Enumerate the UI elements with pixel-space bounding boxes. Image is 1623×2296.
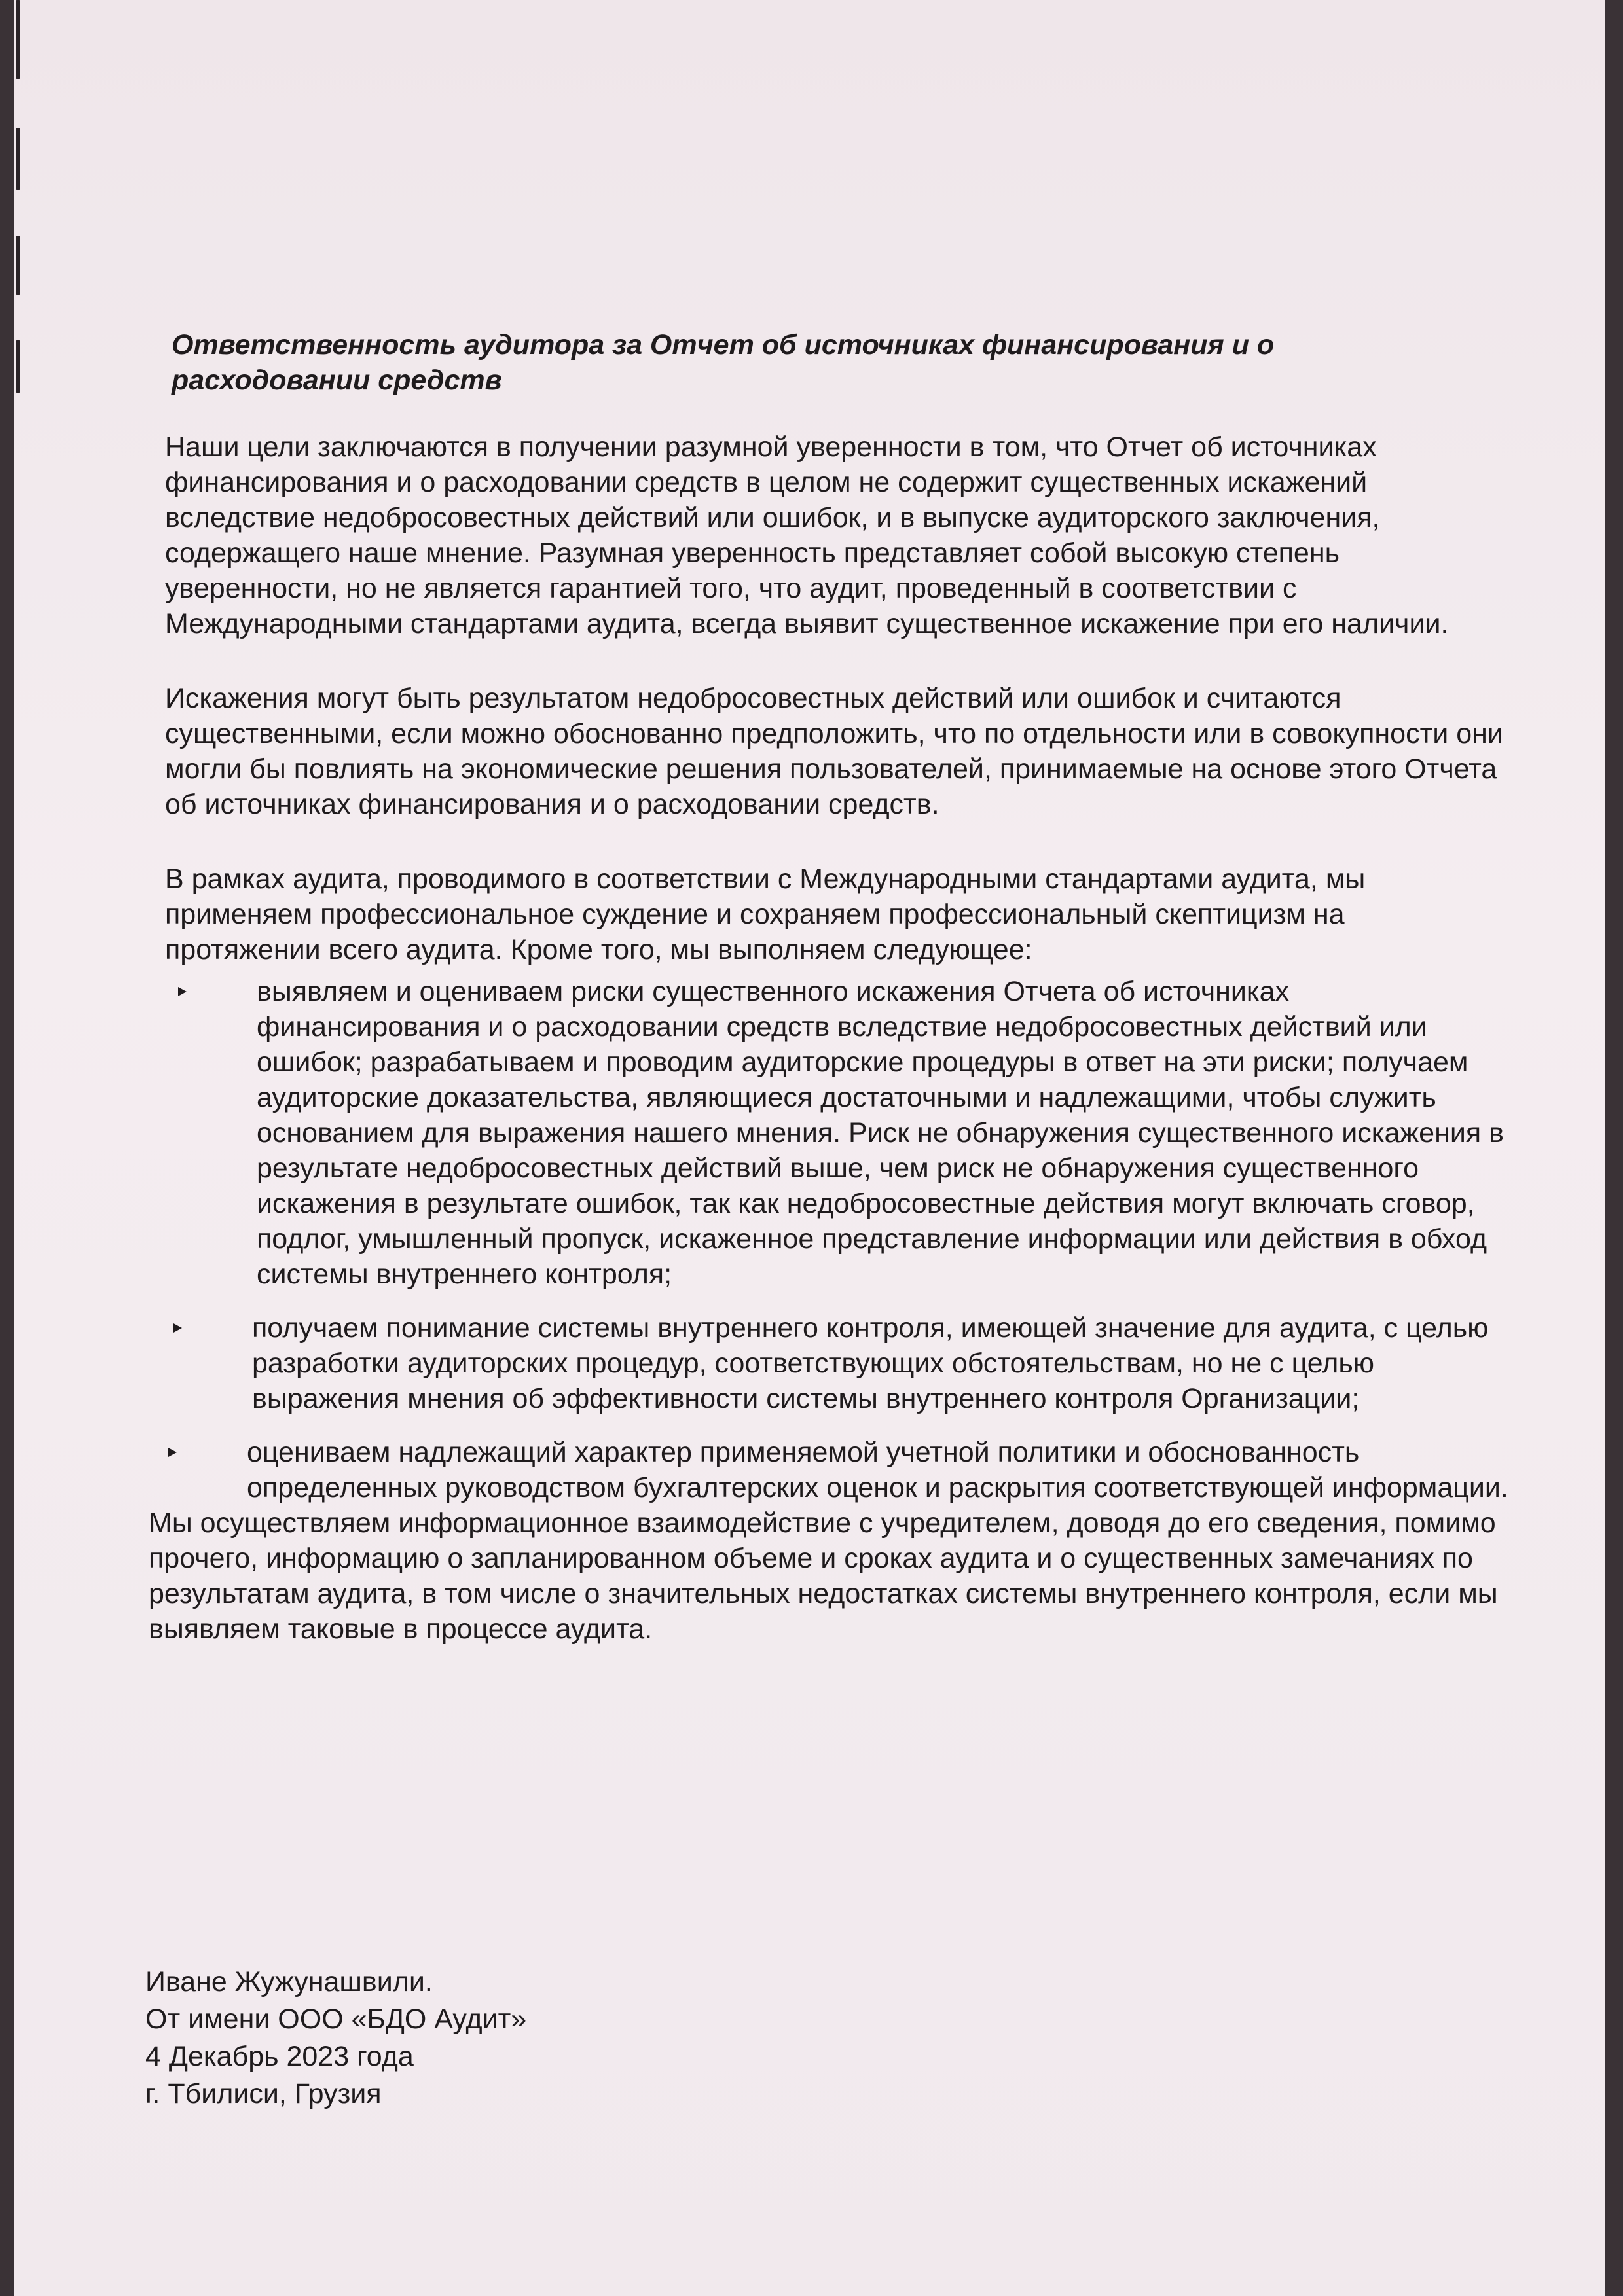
paragraph-misstatements: Искажения могут быть результатом недобросовестных действий или ошибок и считаются существенными, если можно обоснованно предположить, что по отдельности или в совокупности они могли бы повлиять на экономические решения пользователей, принимаемые на основе этого Отчета об источниках финансирования и о расходовании средств. (165, 683, 1503, 820)
signatory-firm: От имени ООО «БДО Аудит» (145, 2003, 527, 2035)
signature-date: 4 Декабрь 2023 года (145, 2041, 414, 2072)
report-body (149, 327, 1510, 1647)
list-item-text: выявляем и оцениваем риски существенного искажения Отчета об источниках финансирования и о расходовании средств вследствие недобросовестных действий или ошибок; разрабатываем и проводим аудиторские процедуры в ответ на эти риски; получаем аудиторские доказательства, являющиеся достаточными и надлежащими, чтобы служить основанием для выражения нашего мнения. Риск не обнаружения существенного искажения в результате недобросовестных действий выше, чем риск не обнаружения существенного искажения в результате ошибок, так как недобросовестные действия могут включать сговор, подлог, умышленный пропуск, искаженное представление информации или действия в обход системы внутреннего контроля; (257, 976, 1504, 1290)
procedures-list (149, 974, 1510, 1505)
paragraph-audit-scope: В рамках аудита, проводимого в соответствии с Международными стандартами аудита, мы применяем профессиональное суждение и сохраняем профессиональный скептицизм на протяжении всего аудита. Кроме того, мы выполняем следующее: (165, 863, 1366, 965)
list-item (160, 1310, 1510, 1416)
signatory-name: Иване Жужунашвили. (145, 1966, 433, 1998)
list-item (165, 974, 1510, 1292)
paragraph-objectives: Наши цели заключаются в получении разумной уверенности в том, что Отчет об источниках финансирования и о расходовании средств в целом не содержит существенных искажений вследствие недобросовестных действий или ошибок, и в выпуске аудиторского заключения, содержащего наше мнение. Разумная уверенность представляет собой высокую степень уверенности, но не является гарантией того, что аудит, проведенный в соответствии с Международными стандартами аудита, всегда выявит существенное искажение при его наличии. (165, 431, 1449, 639)
triangle-bullet-icon (168, 1448, 177, 1457)
signature-location: г. Тбилиси, Грузия (145, 2078, 382, 2109)
triangle-bullet-icon (178, 987, 187, 996)
paragraph-communication: Мы осуществляем информационное взаимодействие с учредителем, доводя до его сведения, помимо прочего, информацию о запланированном объеме и сроках аудита и о существенных замечаниях по результатам аудита, в том числе о значительных недостатках системы внутреннего контроля, если мы выявляем таковые в процессе аудита. (149, 1507, 1498, 1645)
list-item-text: получаем понимание системы внутреннего контроля, имеющей значение для аудита, с целью разработки аудиторских процедур, соответствующих обстоятельствам, но не с целью выражения мнения об эффективности системы внутреннего контроля Организации; (252, 1312, 1489, 1414)
document-page (14, 0, 1605, 2296)
triangle-bullet-icon (173, 1323, 182, 1333)
section-heading: Ответственность аудитора за Отчет об источниках финансирования и о расходовании средств (172, 329, 1275, 396)
list-item-text: оцениваем надлежащий характер применяемой учетной политики и обоснованность определенных руководством бухгалтерских оценок и раскрытия соответствующей информации. (247, 1437, 1508, 1503)
list-item (155, 1435, 1510, 1505)
signature-block (145, 1964, 526, 2113)
